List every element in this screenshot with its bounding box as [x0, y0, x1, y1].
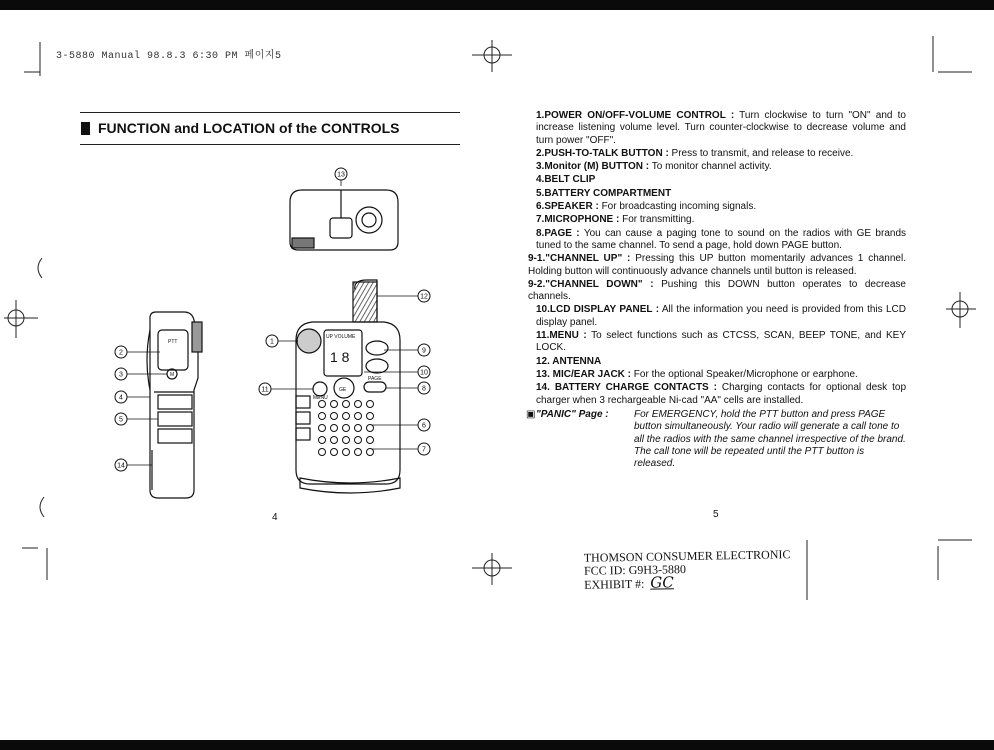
- list-item: 11.MENU : To select functions such as CTCSS, SCAN, BEEP TONE, and KEY LOCK.: [536, 330, 906, 354]
- panic-note: [526, 408, 906, 471]
- list-item: 9-1."CHANNEL UP" : Pressing this UP button momentarily advances 1 channel. Holding button will continuously advance channels until button is released.: [528, 253, 906, 277]
- list-item: 3.Monitor (M) BUTTON : To monitor channel activity.: [536, 161, 772, 173]
- list-item: 5.BATTERY COMPARTMENT: [536, 187, 672, 199]
- stamp-fcc-id: FCC ID: G9H3-5880: [583, 562, 687, 578]
- list-item: 13. MIC/EAR JACK : For the optional Speaker/Microphone or earphone.: [536, 368, 858, 380]
- callout-1: 1: [270, 338, 274, 346]
- panic-label: "PANIC" Page :: [536, 408, 609, 420]
- page-number-right: 5: [713, 509, 719, 520]
- print-header: 3-5880 Manual 98.8.3 6:30 PM 페이지5: [56, 51, 282, 62]
- callout-4: 4: [119, 394, 123, 402]
- callout-2: 2: [119, 349, 123, 357]
- callout-3: 3: [119, 371, 123, 379]
- list-item: 6.SPEAKER : For broadcasting incoming signals.: [536, 201, 757, 213]
- section-title-text: FUNCTION and LOCATION of the CONTROLS: [98, 120, 400, 136]
- top-view-drawing: [290, 190, 398, 250]
- list-item: 7.MICROPHONE : For transmitting.: [536, 214, 695, 226]
- page-number-left: 4: [272, 512, 278, 523]
- panic-text: For EMERGENCY, hold the PTT button and press PAGE button simultaneously. Your radio will generate a call tone to all the radios with the same channel irrespective of the brand. The call tone will be repeated until the PTT button is released.: [634, 409, 906, 470]
- callout-7: 7: [422, 446, 426, 454]
- stamp-exhibit: EXHIBIT #: GC: [584, 573, 674, 592]
- callout-9: 9: [422, 347, 426, 355]
- callout-10: 10: [420, 369, 428, 377]
- list-item: 9-2."CHANNEL DOWN" : Pushing this DOWN button operates to decrease channels.: [528, 278, 906, 303]
- stamp-company: THOMSON CONSUMER ELECTRONIC: [583, 547, 791, 565]
- callout-6: 6: [422, 422, 426, 430]
- list-item: 10.LCD DISPLAY PANEL : All the information you need is provided from this LCD display panel.: [536, 304, 906, 328]
- callout-13: 13: [337, 171, 345, 179]
- controls-list: [526, 110, 907, 471]
- list-item: 8.PAGE : You can cause a paging tone to sound on the radios with GE brands tuned to the same channel. To send a page, hold down PAGE button.: [536, 227, 907, 251]
- callout-8: 8: [422, 385, 426, 393]
- callout-14: 14: [117, 462, 125, 470]
- exhibit-signature: GC: [650, 573, 674, 592]
- callout-5: 5: [119, 416, 123, 424]
- menu-key-label: MENU: [313, 395, 328, 401]
- list-item: 14. BATTERY CHARGE CONTACTS : Charging contacts for optional desk top charger when 3 rechargeable Ni-cad "AA" cells are installed.: [536, 382, 907, 406]
- list-item: 2.PUSH-TO-TALK BUTTON : Press to transmit, and release to receive.: [536, 147, 854, 159]
- ptt-label: PTT: [168, 339, 178, 345]
- list-item: 1.POWER ON/OFF-VOLUME CONTROL : Turn clockwise to turn "ON" and to increase listening volume level. Turn counter-clockwise to decrease volume and turn power "OFF".: [536, 110, 906, 146]
- ge-logo-label: GE: [339, 387, 347, 393]
- page-key-label: PAGE: [368, 376, 382, 382]
- lcd-label: UP VOLUME: [326, 334, 356, 340]
- list-item: 12. ANTENNA: [536, 355, 602, 367]
- fcc-stamp: [584, 548, 791, 592]
- monitor-label: M: [170, 372, 175, 378]
- emphasis-mark-icon: ▣: [526, 408, 536, 420]
- callout-11: 11: [261, 386, 269, 394]
- list-item: 4.BELT CLIP: [536, 174, 596, 186]
- front-view-drawing: [296, 280, 400, 493]
- callout-12: 12: [420, 293, 428, 301]
- svg-text:1 8: 1 8: [330, 349, 350, 365]
